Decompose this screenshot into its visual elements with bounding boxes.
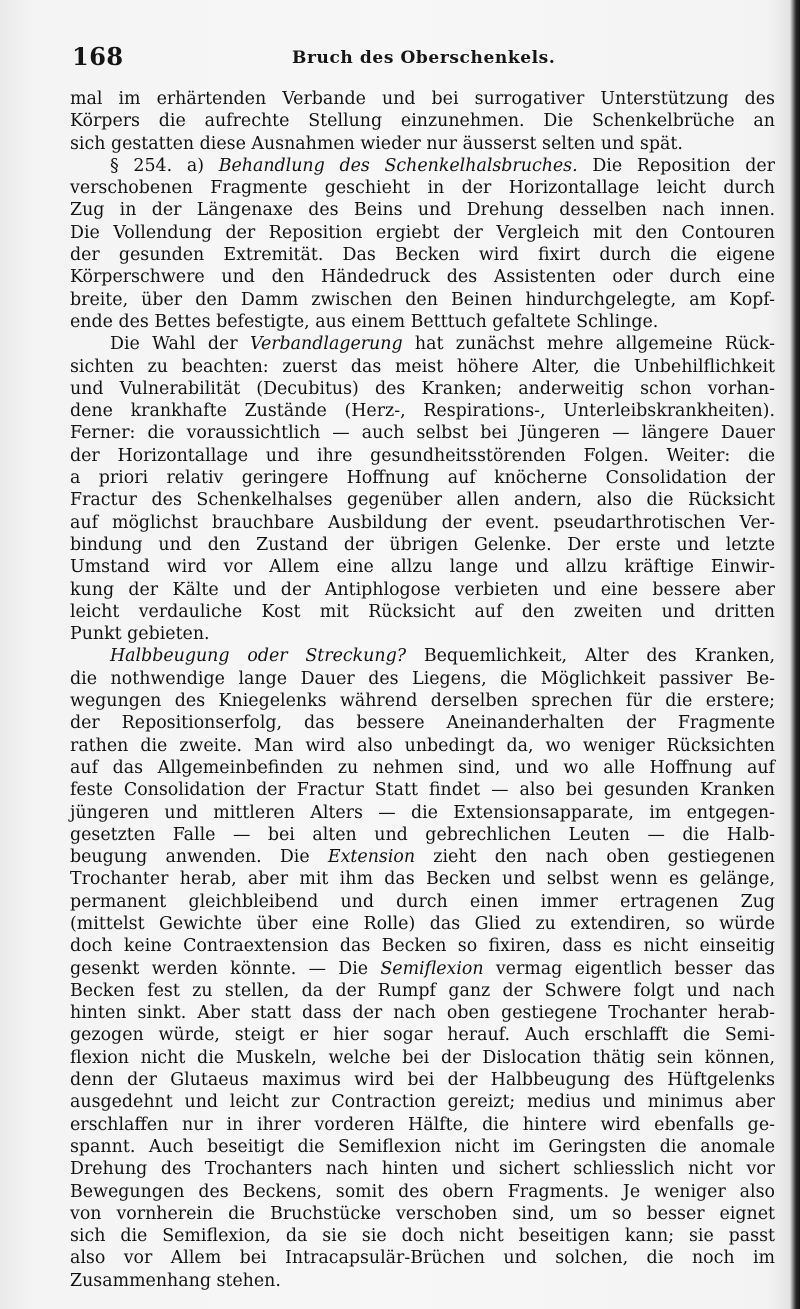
text-line: Punkt gebieten. [70, 624, 210, 645]
text-line: der Horizontallage und ihre gesundheitsstörenden Folgen. Weiter: die [70, 445, 775, 466]
text-line: breite, über den Damm zwischen den Beinen hindurchgelegte, am Kopf- [70, 289, 775, 310]
emphasized-text: Verbandlagerung [249, 334, 403, 355]
text-line: dene krankhafte Zustände (Herz-, Respirations-, Unterleibskrankheiten). [70, 401, 775, 422]
text-segment: vermag eigentlich besser das [483, 958, 775, 979]
text-line: Fractur des Schenkelhalses gegenüber allen andern, also die Rücksicht [70, 490, 775, 511]
text-line: Trochanter herab, aber mit ihm das Becken und selbst wenn es gelänge, [70, 869, 775, 890]
body-text [70, 88, 775, 1292]
text-line: sich gestatten diese Ausnahmen wieder nur äusserst selten und spät. [70, 133, 683, 154]
book-spine-shadow [790, 0, 800, 1309]
text-line: doch keine Contraextension das Becken so fixiren, dass es nicht einseitig [70, 936, 775, 957]
text-line: der Repositionserfolg, das bessere Aneinanderhalten der Fragmente [70, 713, 775, 734]
text-line: bindung und den Zustand der übrigen Gelenke. Der erste und letzte [70, 534, 775, 555]
text-line: erschlaffen nur in ihrer vorderen Hälfte, die hintere wird ebenfalls ge- [70, 1114, 775, 1135]
emphasized-text: Extension [327, 847, 416, 868]
text-line: ausgedehnt und leicht zur Contraction gereizt; medius und minimus aber [70, 1092, 775, 1113]
text-line: Die Vollendung der Reposition ergiebt der Vergleich mit den Contouren [70, 222, 775, 243]
text-line: die nothwendige lange Dauer des Liegens, die Möglichkeit passiver Be- [70, 668, 775, 689]
emphasized-text: Behandlung des Schenkelhalsbruches. [218, 155, 578, 176]
text-segment: Bequemlichkeit, Alter des Kranken, [406, 646, 775, 667]
text-segment: Die Wahl der [110, 334, 250, 355]
text-line: also vor Allem bei Intracapsulär-Brüchen und solchen, die noch im [70, 1248, 775, 1269]
page-header [72, 42, 772, 76]
text-line: gesetzten Falle — bei alten und gebrechlichen Leuten — die Halb- [70, 824, 775, 845]
text-line: Körpers die aufrechte Stellung einzunehmen. Die Schenkelbrüche an [70, 111, 775, 132]
text-segment: § 254. a) [110, 155, 219, 176]
text-line: sichten zu beachten: zuerst das meist höhere Alter, die Unbehilflichkeit [70, 356, 775, 377]
text-line: permanent gleichbleibend und durch einen immer ertragenen Zug [70, 891, 775, 912]
text-line: von vornherein die Bruchstücke verschoben sind, um so besser eignet [70, 1203, 775, 1224]
text-line [70, 958, 775, 980]
emphasized-text: Semiflexion [380, 958, 484, 979]
text-line: und Vulnerabilität (Decubitus) des Kranken; anderweitig schon vorhan- [70, 378, 775, 399]
text-line: Becken fest zu stellen, da der Rumpf ganz der Schwere folgt und nach [70, 980, 775, 1001]
text-line: spannt. Auch beseitigt die Semiflexion nicht im Geringsten die anomale [70, 1136, 775, 1157]
text-line: feste Consolidation der Fractur Statt findet — also bei gesunden Kranken [70, 780, 775, 801]
text-line: verschobenen Fragmente geschieht in der Horizontallage leicht durch [70, 178, 775, 199]
text-segment: beugung anwenden. Die [70, 847, 328, 868]
text-line: kung der Kälte und der Antiphlogose verbieten und eine bessere aber [70, 579, 775, 600]
page-number: 168 [72, 42, 124, 71]
text-line: Körperschwere und den Händedruck des Assistenten oder durch eine [70, 267, 775, 288]
text-line: auf möglichst brauchbare Ausbildung der event. pseudarthrotischen Ver- [70, 512, 775, 533]
text-line: a priori relativ geringere Hoffnung auf knöcherne Consolidation der [70, 468, 775, 489]
text-line: rathen die zweite. Man wird also unbedingt da, wo weniger Rücksichten [70, 735, 775, 756]
text-line: hinten sinkt. Aber statt dass der nach oben gestiegene Trochanter herab- [70, 1003, 775, 1024]
text-line: leicht verdauliche Kost mit Rücksicht auf den zweiten und dritten [70, 601, 775, 622]
text-segment: Die Reposition der [577, 155, 775, 176]
text-line: flexion nicht die Muskeln, welche bei der Dislocation thätig sein können, [70, 1047, 775, 1068]
text-line [70, 645, 775, 667]
text-line: auf das Allgemeinbefinden zu nehmen sind, und wo alle Hoffnung auf [70, 757, 775, 778]
text-line: jüngeren und mittleren Alters — die Extensionsapparate, im entgegen- [70, 802, 775, 823]
text-line: Zusammenhang stehen. [70, 1270, 281, 1291]
text-line: wegungen des Kniegelenks während derselben sprechen für die erstere; [70, 691, 775, 712]
text-line: Zug in der Längenaxe des Beins und Drehung desselben nach innen. [70, 200, 775, 221]
text-segment: zieht den nach oben gestiegenen [415, 847, 775, 868]
text-line: (mittelst Gewichte über eine Rolle) das Glied zu extendiren, so würde [70, 913, 775, 934]
text-line [70, 846, 775, 868]
text-segment: hat zunächst mehre allgemeine Rück- [402, 334, 775, 355]
text-line: gezogen würde, steigt er hier sogar herauf. Auch erschlafft die Semi- [70, 1025, 775, 1046]
text-line [70, 333, 775, 355]
text-line: Ferner: die voraussichtlich — auch selbst bei Jüngeren — längere Dauer [70, 423, 775, 444]
text-segment: gesenkt werden könnte. — Die [70, 958, 381, 979]
text-line: der gesunden Extremität. Das Becken wird fixirt durch die eigene [70, 245, 775, 266]
running-title: Bruch des Oberschenkels. [292, 48, 556, 68]
text-line: Umstand wird vor Allem eine allzu lange und allzu kräftige Einwir- [70, 557, 775, 578]
text-line: Drehung des Trochanters nach hinten und sichert schliesslich nicht vor [70, 1159, 775, 1180]
text-line: ende des Bettes befestigte, aus einem Betttuch gefaltete Schlinge. [70, 311, 659, 332]
text-line [70, 155, 775, 177]
emphasized-text: Halbbeugung oder Streckung? [110, 646, 407, 667]
text-line: sich die Semiflexion, da sie sie doch nicht beseitigen kann; sie passt [70, 1226, 775, 1247]
text-line: Bewegungen des Beckens, somit des obern Fragments. Je weniger also [70, 1181, 775, 1202]
text-line: mal im erhärtenden Verbande und bei surrogativer Unterstützung des [70, 89, 775, 109]
text-line: denn der Glutaeus maximus wird bei der Halbbeugung des Hüftgelenks [70, 1070, 775, 1091]
